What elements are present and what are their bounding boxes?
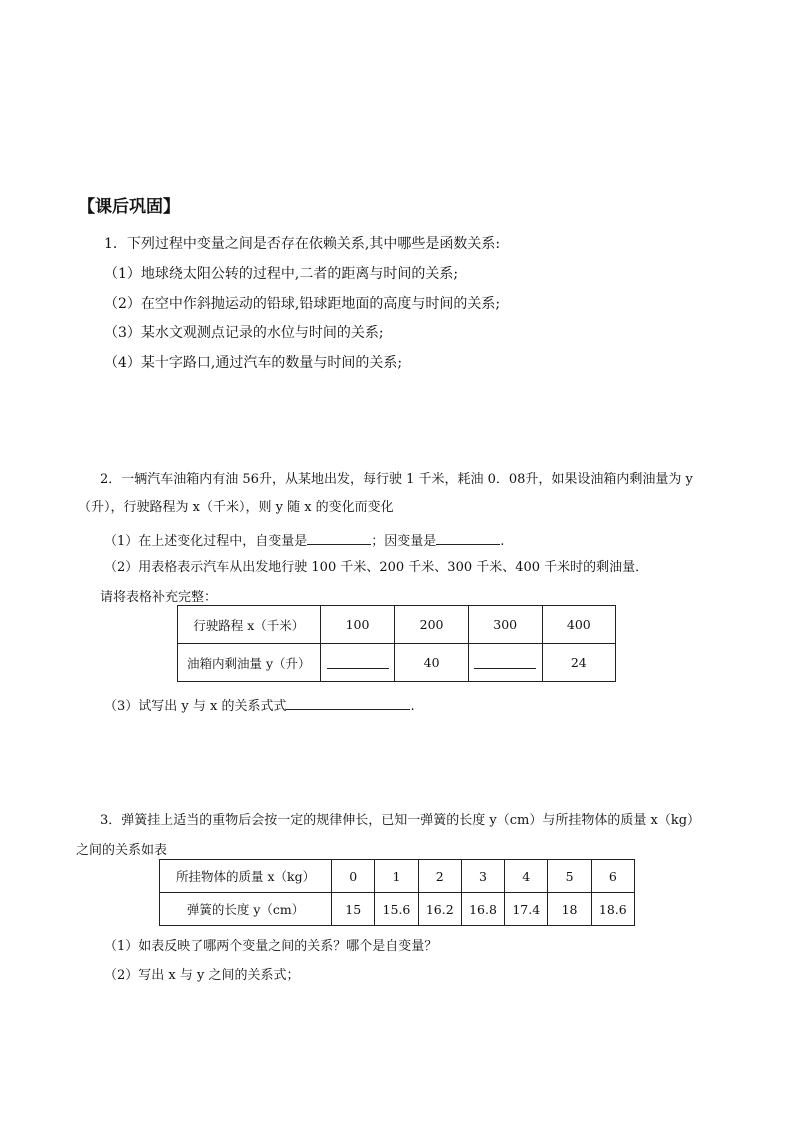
q3-table-header-length: 弹簧的长度 y（cm） bbox=[160, 893, 332, 926]
q3-table-cell: 4 bbox=[505, 860, 548, 893]
q2-table-header-oil: 油箱内剩油量 y（升） bbox=[178, 644, 321, 682]
q3-table bbox=[159, 859, 635, 926]
q3-table-cell: 16.8 bbox=[461, 893, 504, 926]
q3-table-row-length bbox=[160, 893, 635, 926]
q2-table-row-distance bbox=[178, 606, 616, 644]
q3-table-cell: 15.6 bbox=[375, 893, 418, 926]
q3-table-cell: 2 bbox=[418, 860, 461, 893]
q3-part1: （1）如表反映了哪两个变量之间的关系？哪个是自变量？ bbox=[104, 939, 438, 954]
q2-table bbox=[177, 605, 616, 682]
q3-table-cell: 1 bbox=[375, 860, 418, 893]
q2-dependent-blank[interactable] bbox=[436, 530, 500, 545]
answer-blank[interactable] bbox=[474, 658, 536, 669]
q2-part1-text-b: ；因变量是 bbox=[371, 534, 437, 549]
q2-table-cell: 40 bbox=[395, 644, 468, 682]
q3-table-cell: 16.2 bbox=[418, 893, 461, 926]
q2-table-cell: 400 bbox=[542, 606, 615, 644]
q3-stem-line1: 3．弹簧挂上适当的重物后会按一定的规律伸长，已知一弹簧的长度 y（cm）与所挂物体的质量 x（kg） bbox=[100, 813, 701, 828]
q2-part3-text: （3）试写出 y 与 x 的关系式式 bbox=[104, 699, 287, 714]
q3-table-cell: 18 bbox=[548, 893, 591, 926]
q2-table-blank-cell[interactable] bbox=[468, 644, 542, 682]
q3-table-cell: 3 bbox=[461, 860, 504, 893]
q3-part2: （2）写出 x 与 y 之间的关系式； bbox=[104, 968, 300, 983]
answer-blank[interactable] bbox=[327, 658, 389, 669]
q2-table-cell: 300 bbox=[468, 606, 542, 644]
q1-item-2: （2）在空中作斜抛运动的铅球,铅球距地面的高度与时间的关系; bbox=[104, 296, 501, 312]
q2-part3 bbox=[104, 695, 415, 716]
q3-table-cell: 17.4 bbox=[505, 893, 548, 926]
q3-stem-line2: 之间的关系如表 bbox=[76, 843, 168, 858]
q2-part3-end: . bbox=[410, 699, 415, 714]
q3-table-row-mass bbox=[160, 860, 635, 893]
q2-table-cell: 24 bbox=[542, 644, 615, 682]
q3-table-cell: 18.6 bbox=[591, 893, 634, 926]
q2-table-intro: 请将表格补充完整： bbox=[100, 590, 218, 605]
q2-part1-text-a: （1）在上述变化过程中，自变量是 bbox=[104, 534, 308, 549]
q2-part2: （2）用表格表示汽车从出发地行驶 100 千米、200 千米、300 千米、400 千米时的剩油量． bbox=[104, 560, 649, 575]
section-title: 【课后巩固】 bbox=[78, 197, 180, 217]
q2-table-row-oil bbox=[178, 644, 616, 682]
q2-part1-end: . bbox=[500, 534, 505, 549]
q3-table-cell: 5 bbox=[548, 860, 591, 893]
q2-part1 bbox=[104, 530, 504, 551]
q1-item-3: （3）某水文观测点记录的水位与时间的关系; bbox=[104, 325, 384, 341]
q2-table-cell: 100 bbox=[320, 606, 395, 644]
q1-item-4: （4）某十字路口,通过汽车的数量与时间的关系; bbox=[104, 355, 403, 371]
q3-table-cell: 0 bbox=[332, 860, 375, 893]
q1-stem: 1．下列过程中变量之间是否存在依赖关系,其中哪些是函数关系: bbox=[104, 236, 501, 252]
q2-table-cell: 200 bbox=[395, 606, 468, 644]
q2-relation-blank[interactable] bbox=[286, 695, 410, 710]
q3-table-cell: 15 bbox=[332, 893, 375, 926]
q2-table-blank-cell[interactable] bbox=[320, 644, 395, 682]
q1-item-1: （1）地球绕太阳公转的过程中,二者的距离与时间的关系; bbox=[104, 266, 459, 282]
q2-stem-line1: 2．一辆汽车油箱内有油 56升，从某地出发，每行驶 1 千米，耗油 0．08升，如果设油箱内剩油量为 y bbox=[100, 472, 693, 487]
q3-table-cell: 6 bbox=[591, 860, 634, 893]
q2-independent-blank[interactable] bbox=[307, 530, 371, 545]
q2-stem-line2: （升），行驶路程为 x（千米），则 y 随 x 的变化而变化 bbox=[78, 500, 394, 515]
q2-table-header-distance: 行驶路程 x（千米） bbox=[178, 606, 321, 644]
q3-table-header-mass: 所挂物体的质量 x（kg） bbox=[160, 860, 332, 893]
